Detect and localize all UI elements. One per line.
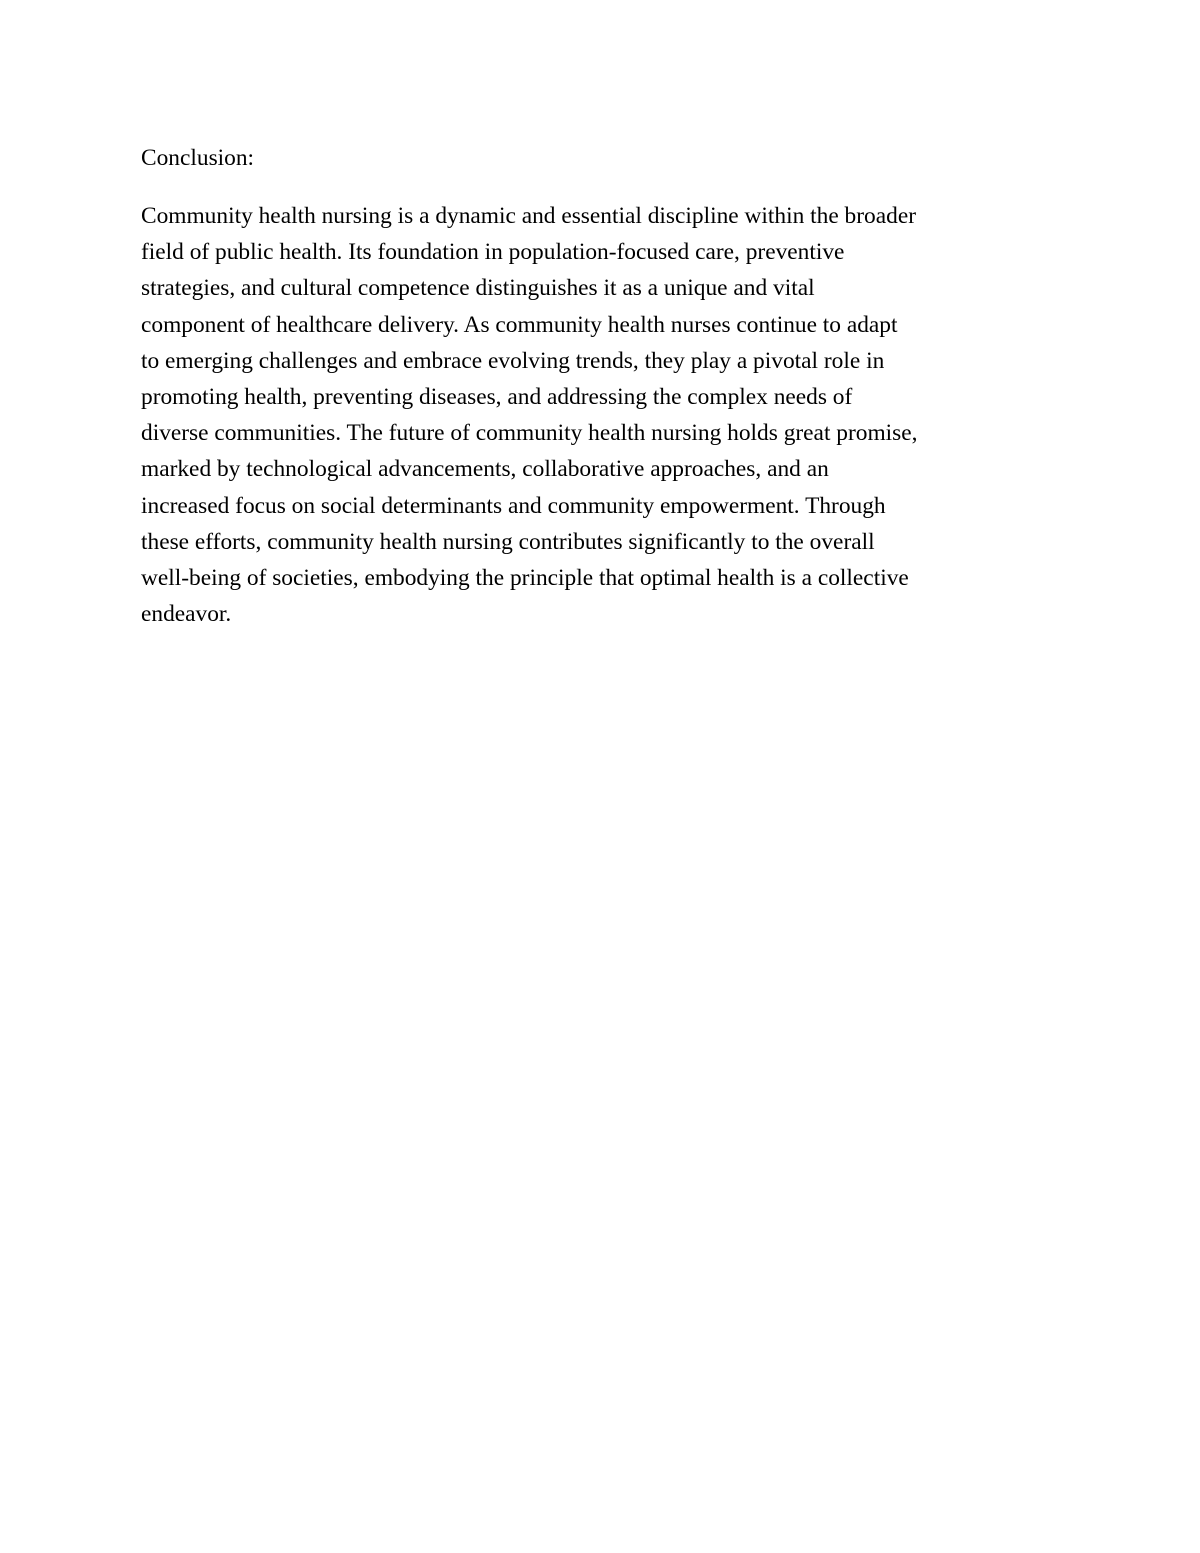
paragraph-line: field of public health. Its foundation in population-focused care, preventive (141, 239, 845, 266)
paragraph-line: component of healthcare delivery. As community health nurses continue to adapt (141, 311, 898, 338)
section-heading: Conclusion: (141, 145, 255, 171)
paragraph-line: endeavor. (141, 601, 232, 628)
conclusion-paragraph (141, 198, 1071, 632)
paragraph-line: well-being of societies, embodying the principle that optimal health is a collective (141, 565, 909, 592)
paragraph-line: diverse communities. The future of community health nursing holds great promise, (141, 420, 918, 447)
paragraph-line: Community health nursing is a dynamic and essential discipline within the broader (141, 203, 916, 229)
document-body (141, 140, 1071, 632)
paragraph-line: marked by technological advancements, collaborative approaches, and an (141, 456, 829, 483)
paragraph-line: to emerging challenges and embrace evolving trends, they play a pivotal role in (141, 347, 885, 374)
paragraph-line: promoting health, preventing diseases, and addressing the complex needs of (141, 384, 853, 411)
paragraph-line: increased focus on social determinants and community empowerment. Through (141, 492, 886, 519)
paragraph-line: strategies, and cultural competence distinguishes it as a unique and vital (141, 275, 815, 302)
paragraph-line: these efforts, community health nursing contributes significantly to the overall (141, 528, 875, 555)
